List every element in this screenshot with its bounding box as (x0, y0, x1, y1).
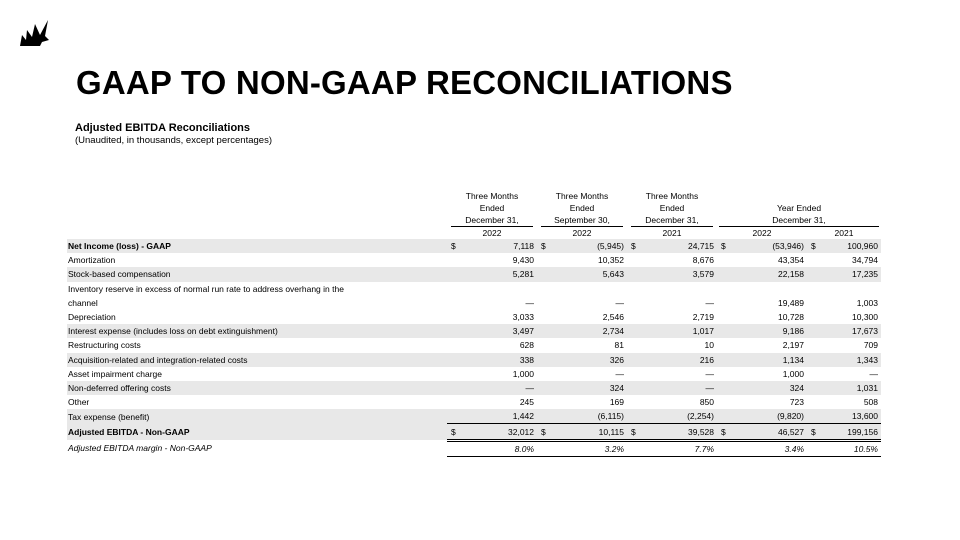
currency-symbol (447, 267, 465, 281)
row-label: Acquisition-related and integration-related costs (67, 353, 447, 367)
value-cell: 723 (789, 397, 804, 408)
currency-symbol (627, 310, 645, 324)
table-subnote: (Unaudited, in thousands, except percentages) (75, 135, 272, 146)
value-cell: — (615, 297, 624, 308)
column-header-row (67, 190, 881, 239)
value-cell: 10.5% (825, 440, 881, 456)
value-cell: 22,158 (735, 267, 807, 281)
currency-symbol (717, 253, 735, 267)
currency-symbol (807, 310, 825, 324)
currency-symbol (717, 338, 735, 352)
currency-symbol (717, 310, 735, 324)
currency-symbol (717, 440, 735, 456)
row-label: Net Income (loss) - GAAP (67, 239, 447, 253)
value-cell: 850 (699, 397, 714, 408)
currency-symbol (627, 353, 645, 367)
row-label: Inventory reserve in excess of normal run rate to address overhang in the channel (68, 283, 344, 308)
currency-symbol (627, 367, 645, 381)
value-cell: 1,343 (825, 353, 881, 367)
value-cell: 1,003 (856, 297, 878, 308)
value-cell: 13,600 (825, 409, 881, 424)
value-cell: 43,354 (778, 255, 804, 266)
value-cell: — (705, 368, 714, 379)
value-cell: — (705, 297, 714, 308)
value-cell: 324 (735, 381, 807, 395)
value-cell: 7.7% (645, 440, 717, 456)
value-cell: 1,134 (735, 353, 807, 367)
currency-symbol (627, 381, 645, 395)
value-cell: 39,528 (645, 424, 717, 440)
currency-symbol (627, 253, 645, 267)
value-cell: 8.0% (465, 440, 537, 456)
value-cell: 17,673 (825, 324, 881, 338)
value-cell: 628 (519, 340, 534, 351)
currency-symbol (627, 324, 645, 338)
header-spacer (67, 190, 447, 239)
reconciliation-table (67, 190, 881, 457)
currency-symbol (627, 440, 645, 456)
currency-symbol (717, 353, 735, 367)
currency-symbol (447, 381, 465, 395)
currency-symbol (627, 338, 645, 352)
currency-symbol (537, 267, 555, 281)
value-cell: 10,352 (598, 255, 624, 266)
currency-symbol: $ (717, 424, 735, 440)
value-cell: 3,579 (645, 267, 717, 281)
table-row (67, 395, 881, 409)
currency-symbol (447, 310, 465, 324)
value-cell: 508 (863, 397, 878, 408)
row-label: Restructuring costs (68, 340, 141, 351)
currency-symbol (447, 324, 465, 338)
currency-symbol: $ (627, 239, 645, 253)
currency-symbol (537, 440, 555, 456)
value-cell: 9,186 (735, 324, 807, 338)
column-header: Three Months Ended December 31, 2021 (627, 190, 717, 239)
value-cell: 1,000 (782, 368, 804, 379)
year-label: 2022 (752, 228, 772, 238)
currency-symbol (537, 338, 555, 352)
currency-symbol (537, 282, 555, 310)
currency-symbol: $ (447, 424, 465, 440)
value-cell: (2,254) (645, 409, 717, 424)
value-cell: 245 (519, 397, 534, 408)
table-title: Adjusted EBITDA Reconciliations (75, 122, 251, 134)
value-cell: 17,235 (825, 267, 881, 281)
currency-symbol (807, 253, 825, 267)
currency-symbol (447, 395, 465, 409)
column-header: Three Months Ended September 30, 2022 (537, 190, 627, 239)
currency-symbol (537, 353, 555, 367)
table-row (67, 381, 881, 395)
value-cell: 10,115 (555, 424, 627, 440)
table-row (67, 367, 881, 381)
row-label: Other (68, 397, 90, 408)
value-cell: 1,031 (825, 381, 881, 395)
value-cell: 324 (555, 381, 627, 395)
table-row (67, 310, 881, 324)
currency-symbol: $ (627, 424, 645, 440)
page-title: GAAP TO NON-GAAP RECONCILIATIONS (76, 64, 733, 101)
currency-symbol (447, 282, 465, 310)
currency-symbol (717, 282, 735, 310)
value-cell: 1,017 (645, 324, 717, 338)
table-row (67, 440, 881, 456)
value-cell: 81 (614, 340, 624, 351)
value-cell: 5,281 (465, 267, 537, 281)
row-label: Depreciation (68, 312, 116, 323)
currency-symbol (807, 267, 825, 281)
sails-logo-icon (18, 18, 50, 48)
value-cell: 199,156 (825, 424, 881, 440)
currency-symbol (717, 367, 735, 381)
currency-symbol: $ (717, 239, 735, 253)
value-cell: 709 (863, 340, 878, 351)
currency-symbol: $ (807, 239, 825, 253)
value-cell: 9,430 (512, 255, 534, 266)
currency-symbol (447, 338, 465, 352)
table-row (67, 424, 881, 440)
value-cell: 2,546 (602, 312, 624, 323)
value-cell: 1,442 (465, 409, 537, 424)
currency-symbol (717, 395, 735, 409)
value-cell: 34,794 (852, 255, 878, 266)
value-cell: 3.4% (735, 440, 807, 456)
value-cell: — (615, 368, 624, 379)
value-cell: 326 (555, 353, 627, 367)
value-cell: 8,676 (692, 255, 714, 266)
currency-symbol (627, 282, 645, 310)
currency-symbol (447, 367, 465, 381)
currency-symbol (537, 253, 555, 267)
currency-symbol (717, 324, 735, 338)
currency-symbol (537, 381, 555, 395)
value-cell: 5,643 (555, 267, 627, 281)
currency-symbol (447, 440, 465, 456)
currency-symbol (807, 409, 825, 424)
table-row (67, 353, 881, 367)
value-cell: — (465, 381, 537, 395)
row-label: Adjusted EBITDA - Non-GAAP (67, 424, 447, 440)
currency-symbol (807, 381, 825, 395)
value-cell: 32,012 (465, 424, 537, 440)
currency-symbol (807, 395, 825, 409)
table-row (67, 239, 881, 253)
value-cell: 10 (704, 340, 714, 351)
currency-symbol (717, 409, 735, 424)
value-cell: 100,960 (825, 239, 881, 253)
currency-symbol (537, 310, 555, 324)
row-label: Tax expense (benefit) (67, 409, 447, 424)
row-label: Non-deferred offering costs (67, 381, 447, 395)
value-cell: 46,527 (735, 424, 807, 440)
currency-symbol (537, 324, 555, 338)
value-cell: 10,300 (852, 312, 878, 323)
currency-symbol (807, 324, 825, 338)
value-cell: (6,115) (555, 409, 627, 424)
currency-symbol: $ (807, 424, 825, 440)
currency-symbol (717, 381, 735, 395)
value-cell: 169 (609, 397, 624, 408)
table-row (67, 338, 881, 352)
currency-symbol (627, 409, 645, 424)
value-cell: 3,033 (512, 312, 534, 323)
table-row (67, 409, 881, 424)
value-cell: 1,000 (512, 368, 534, 379)
value-cell: 216 (645, 353, 717, 367)
value-cell: 24,715 (645, 239, 717, 253)
value-cell: 3.2% (555, 440, 627, 456)
currency-symbol (807, 353, 825, 367)
table-row (67, 282, 881, 310)
currency-symbol (807, 367, 825, 381)
currency-symbol (627, 267, 645, 281)
table-row (67, 253, 881, 267)
value-cell: (5,945) (555, 239, 627, 253)
value-cell: 338 (465, 353, 537, 367)
row-label: Interest expense (includes loss on debt extinguishment) (67, 324, 447, 338)
currency-symbol (537, 409, 555, 424)
value-cell: 2,197 (782, 340, 804, 351)
value-cell: 2,734 (555, 324, 627, 338)
value-cell: — (869, 368, 878, 379)
row-label: Adjusted EBITDA margin - Non-GAAP (68, 443, 212, 454)
value-cell: — (525, 297, 534, 308)
currency-symbol (537, 367, 555, 381)
year-ended-header: Year Ended December 31, 2022 2021 (717, 190, 881, 239)
currency-symbol (717, 267, 735, 281)
value-cell: 2,719 (692, 312, 714, 323)
year-label: 2021 (834, 228, 854, 238)
table-row (67, 267, 881, 281)
value-cell: (9,820) (735, 409, 807, 424)
table-row (67, 324, 881, 338)
currency-symbol (447, 253, 465, 267)
currency-symbol (627, 395, 645, 409)
value-cell: 3,497 (465, 324, 537, 338)
value-cell: — (645, 381, 717, 395)
currency-symbol: $ (537, 424, 555, 440)
currency-symbol (447, 409, 465, 424)
value-cell: 10,728 (778, 312, 804, 323)
column-header: Three Months Ended December 31, 2022 (447, 190, 537, 239)
row-label: Asset impairment charge (68, 368, 163, 379)
currency-symbol (537, 395, 555, 409)
currency-symbol: $ (537, 239, 555, 253)
currency-symbol (807, 440, 825, 456)
value-cell: 19,489 (778, 297, 804, 308)
value-cell: 7,118 (465, 239, 537, 253)
currency-symbol (447, 353, 465, 367)
currency-symbol: $ (447, 239, 465, 253)
value-cell: (53,946) (735, 239, 807, 253)
row-label: Stock-based compensation (67, 267, 447, 281)
currency-symbol (807, 282, 825, 310)
row-label: Amortization (68, 255, 116, 266)
currency-symbol (807, 338, 825, 352)
